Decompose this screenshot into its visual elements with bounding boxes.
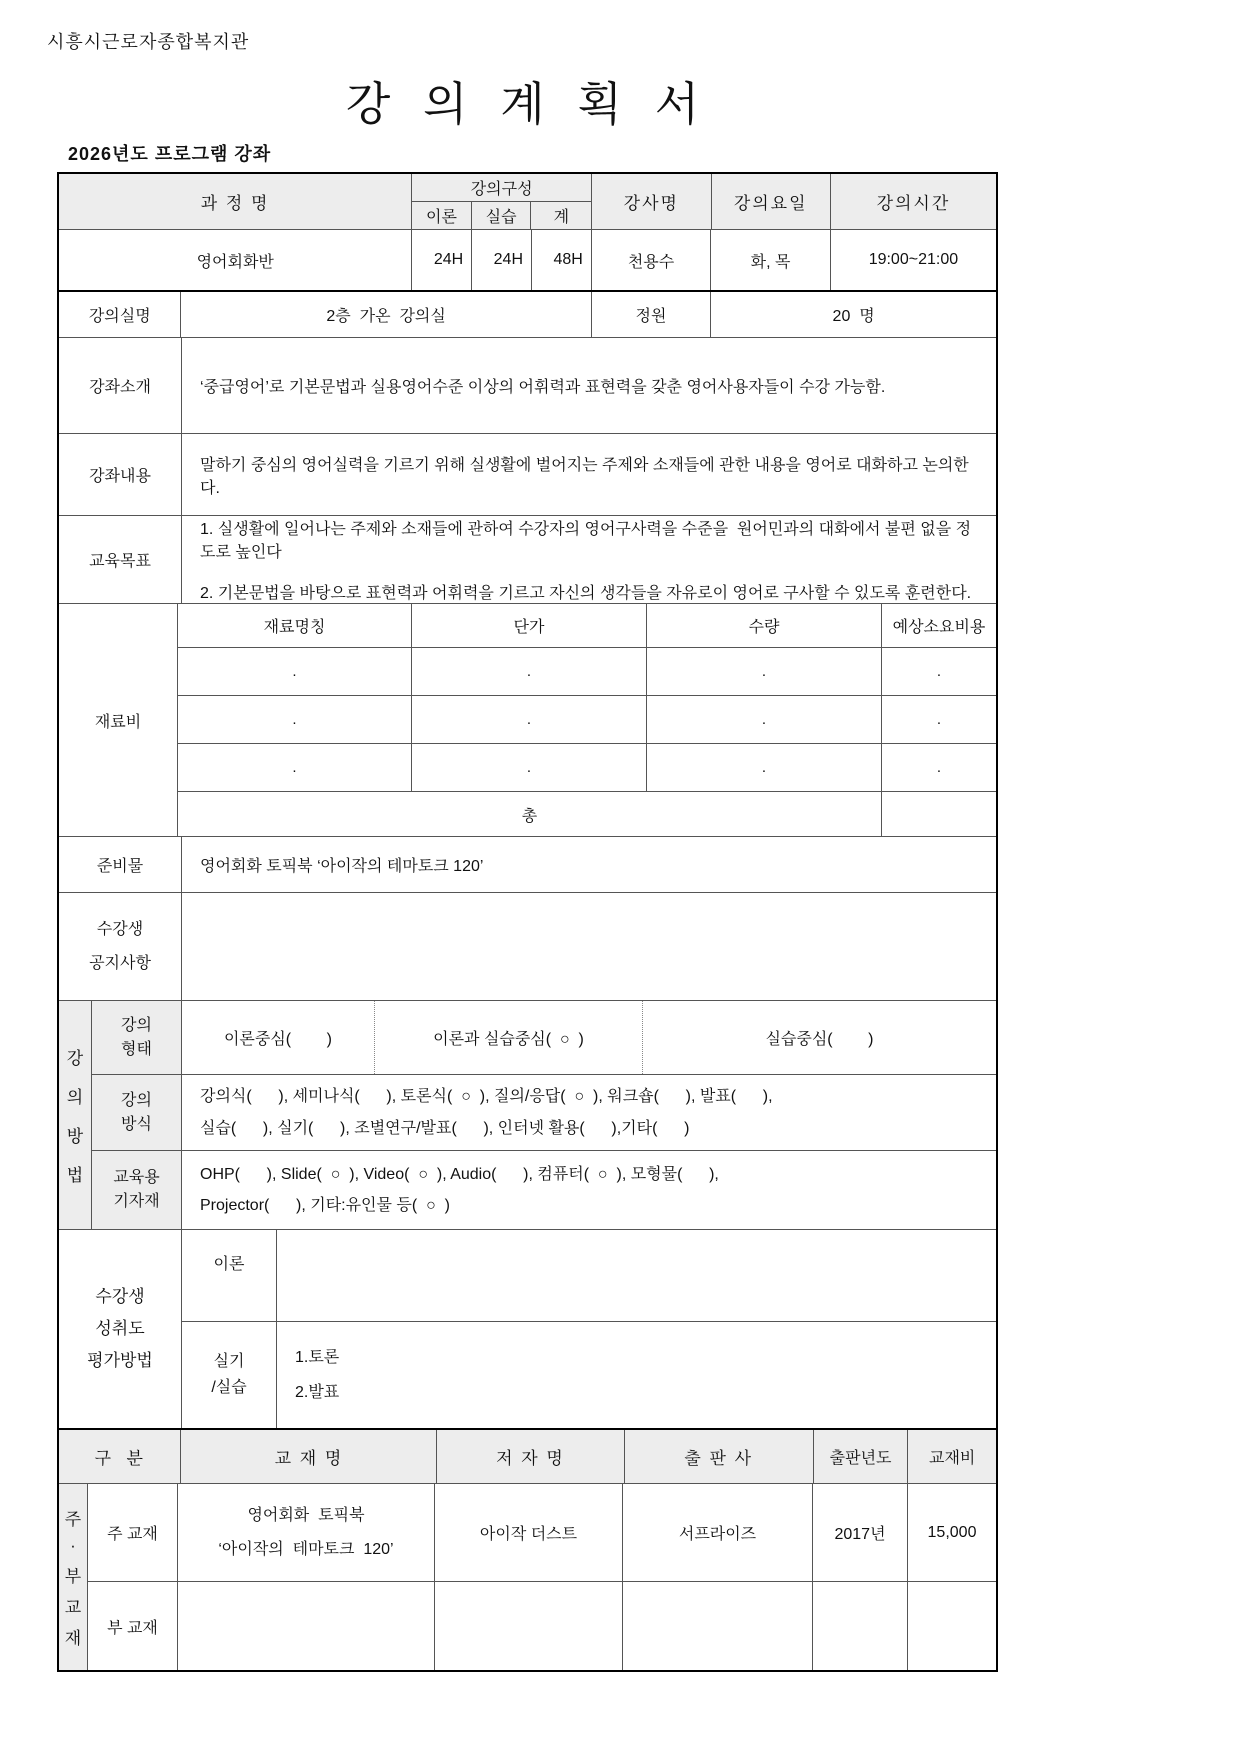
materials-cell: . [647, 744, 882, 791]
header-days: 강의요일 [712, 174, 831, 229]
intro-row [59, 338, 996, 434]
lecture-plan-table [57, 172, 998, 1672]
method-form-label-line2: 형태 [121, 1040, 152, 1058]
capacity-label: 정원 [592, 292, 712, 337]
evaluation-label-line1: 수강생 [95, 1286, 145, 1306]
textbook-header-price: 교재비 [908, 1430, 996, 1483]
supplies-text: 영어회화 토픽북 ‘아이작의 테마토크 120’ [200, 858, 484, 875]
textbook-header-name: 교 재 명 [181, 1430, 437, 1483]
content-label: 강좌내용 [59, 434, 182, 515]
evaluation-practice-label-line1: 실기 [213, 1353, 245, 1371]
method-side-char: 강 [66, 1049, 84, 1068]
materials-header-row [178, 604, 996, 648]
option-theory-centered: 이론중심( ) [223, 1031, 333, 1048]
textbook-main-name-line1: 영어회화 토픽북 [247, 1506, 365, 1524]
evaluation-practice-value [277, 1322, 996, 1428]
evaluation-label-line2: 성취도 [95, 1318, 145, 1338]
evaluation-theory-row [182, 1230, 996, 1322]
method-form-options [182, 1001, 996, 1074]
method-equipment-line2: Projector( ), 기타:유인물 등( ○ ) [200, 1197, 450, 1214]
materials-cell: . [412, 696, 647, 743]
textbook-side-char: 재 [64, 1629, 82, 1648]
evaluation-rows [182, 1230, 996, 1428]
header-practice: 실습 [472, 202, 532, 229]
textbook-sub-price [908, 1582, 996, 1670]
method-equipment-label-line1: 교육용 [113, 1169, 160, 1186]
course-theory-hours: 24H [412, 230, 472, 290]
textbook-header-type: 구 분 [59, 1430, 181, 1483]
doc-subtitle: 2026년도 프로그램 강좌 [68, 144, 272, 164]
materials-cell: . [936, 711, 942, 728]
course-practice-hours: 24H [472, 230, 532, 290]
materials-header-qty: 수량 [647, 604, 882, 647]
intro-label: 강좌소개 [59, 338, 182, 433]
method-equipment-row [92, 1151, 996, 1229]
doc-title: 강 의 계 획 서 [345, 78, 710, 130]
evaluation-section [59, 1230, 996, 1430]
room-row [59, 292, 996, 338]
textbook-header-year: 출판년도 [814, 1430, 909, 1483]
evaluation-label [59, 1230, 182, 1428]
evaluation-practice-label-line2: /실습 [211, 1379, 247, 1396]
method-side-char: 의 [66, 1088, 84, 1107]
textbook-side-char: 주 [64, 1510, 82, 1529]
room-label: 강의실명 [59, 292, 181, 337]
supplies-label: 준비물 [59, 837, 182, 892]
option-theory-and-practice: 이론과 실습중심( ○ ) [374, 1001, 642, 1074]
materials-table [178, 604, 996, 836]
materials-total-value [882, 792, 996, 836]
evaluation-practice-line2: 2.발표 [295, 1384, 340, 1401]
method-style-label-line2: 방식 [121, 1115, 152, 1133]
header-composition: 강의구성 [412, 174, 591, 202]
org-name: 시흥시근로자종합복지관 [47, 32, 250, 52]
materials-cell: . [412, 744, 647, 791]
header-composition-group [412, 174, 592, 229]
textbook-side-char: 부 [64, 1567, 82, 1586]
method-equipment-label-line2: 기자재 [113, 1193, 160, 1210]
notice-label-line2: 공지사항 [89, 954, 151, 972]
materials-cell: . [178, 696, 412, 743]
course-days: 화, 목 [711, 230, 830, 290]
intro-text: ‘중급영어’로 기본문법과 실용영어수준 이상의 어휘력과 표현력을 갖춘 영어사용자들이 수강 가능함. [200, 379, 886, 396]
textbook-sub-year [813, 1582, 908, 1670]
objectives-line-2: 2. 기본문법을 바탕으로 표현력과 어휘력을 기르고 자신의 생각들을 자유로이 영어로 구사할 수 있도록 훈련한다. [200, 585, 972, 602]
materials-total-label: 총 [178, 792, 882, 836]
materials-cell: . [647, 696, 882, 743]
evaluation-theory-label: 이론 [182, 1230, 277, 1321]
method-section [59, 1001, 996, 1230]
course-header-row [59, 174, 996, 230]
notice-text [182, 893, 996, 1000]
textbook-side-char: 교 [64, 1598, 82, 1617]
capacity-value: 20 명 [832, 308, 875, 325]
objectives-text [182, 516, 996, 603]
materials-cell: . [936, 759, 942, 776]
materials-cell: . [178, 648, 412, 695]
notice-label [59, 893, 182, 1000]
course-data-row [59, 230, 996, 292]
textbook-main-publisher: 서프라이즈 [623, 1484, 813, 1581]
objectives-label: 교육목표 [59, 516, 182, 603]
evaluation-practice-label [182, 1322, 277, 1428]
textbook-body [59, 1484, 996, 1670]
textbook-main-row [88, 1484, 996, 1582]
textbook-side-char: · [70, 1536, 76, 1555]
method-form-row [92, 1001, 996, 1075]
evaluation-practice-line1: 1.토론 [295, 1348, 340, 1366]
materials-header-unitprice: 단가 [412, 604, 647, 647]
method-equipment-text [182, 1151, 996, 1229]
textbook-sub-type: 부 교재 [88, 1582, 178, 1670]
textbook-rows [88, 1484, 996, 1670]
course-time: 19:00~21:00 [868, 251, 959, 268]
materials-row-1 [178, 648, 996, 696]
textbook-main-author: 아이작 더스트 [435, 1484, 623, 1581]
supplies-row [59, 837, 996, 893]
objectives-line-1: 1. 실생활에 일어나는 주제와 소재들에 관하여 수강자의 영어구사력을 수준을 원어민과의 대화에서 불편 없을 정도로 높인다 [200, 521, 972, 561]
materials-header-name: 재료명칭 [178, 604, 412, 647]
method-style-label-line1: 강의 [121, 1091, 152, 1109]
textbook-sub-publisher [623, 1582, 813, 1670]
option-practice-centered: 실습중심( ) [642, 1001, 996, 1074]
method-style-row [92, 1075, 996, 1151]
materials-row-2 [178, 696, 996, 744]
method-style-line2: 실습( ), 실기( ), 조별연구/발표( ), 인터넷 활용( ),기타( ) [200, 1119, 690, 1137]
room-value: 2층 가온 강의실 [181, 292, 591, 337]
textbook-sub-author [435, 1582, 623, 1670]
header-total: 계 [553, 209, 570, 226]
method-equipment-label [92, 1151, 182, 1229]
header-instructor: 강사명 [592, 174, 711, 229]
textbook-main-name-line2: ‘아이작의 테마토크 120’ [218, 1540, 394, 1558]
method-style-label [92, 1075, 182, 1150]
header-time: 강의시간 [831, 174, 996, 229]
header-theory: 이론 [412, 202, 472, 229]
materials-label: 재료비 [59, 604, 178, 836]
materials-header-cost: 예상소요비용 [892, 619, 986, 636]
textbook-sub-name [178, 1582, 435, 1670]
textbook-main-type: 주 교재 [88, 1484, 178, 1581]
method-rows [92, 1001, 996, 1229]
materials-total-row [178, 792, 996, 836]
evaluation-label-line3: 평가방법 [87, 1351, 153, 1371]
textbook-main-name [178, 1484, 435, 1581]
materials-row-3 [178, 744, 996, 792]
method-form-label-line1: 강의 [121, 1016, 152, 1034]
objectives-row [59, 516, 996, 604]
evaluation-practice-row [182, 1322, 996, 1428]
textbook-sub-row [88, 1582, 996, 1670]
notice-row [59, 893, 996, 1001]
materials-cell: . [412, 648, 647, 695]
method-style-text [182, 1075, 996, 1150]
textbook-header-row [59, 1430, 996, 1484]
textbook-header-author: 저 자 명 [437, 1430, 624, 1483]
materials-cell: . [647, 648, 882, 695]
materials-cell: . [936, 663, 942, 680]
content-row [59, 434, 996, 516]
materials-section [59, 604, 996, 837]
evaluation-theory-value [277, 1230, 996, 1321]
course-name: 영어회화반 [59, 230, 412, 290]
header-course-name: 과 정 명 [59, 174, 412, 229]
materials-cell: . [178, 744, 412, 791]
course-instructor: 천용수 [592, 230, 711, 290]
method-style-line1: 강의식( ), 세미나식( ), 토론식( ○ ), 질의/응답( ○ ), 워크숍( ), 발표( ), [200, 1088, 773, 1106]
notice-label-line1: 수강생 [96, 920, 144, 938]
method-equipment-line1: OHP( ), Slide( ○ ), Video( ○ ), Audio( ), 컴퓨터( ○ ), 모형물( ), [200, 1165, 719, 1183]
textbook-main-price: 15,000 [927, 1523, 977, 1541]
method-side-char: 법 [66, 1166, 84, 1185]
textbook-header-publisher: 출 판 사 [625, 1430, 814, 1483]
method-form-label [92, 1001, 182, 1074]
content-text: 말하기 중심의 영어실력을 기르기 위해 실생활에 벌어지는 주제와 소재들에 관한 내용을 영어로 대화하고 논의한다. [200, 456, 969, 497]
textbook-main-year: 2017년 [813, 1484, 908, 1581]
textbook-side-label [59, 1484, 88, 1670]
course-total-hours: 48H [532, 230, 592, 290]
method-side-label [59, 1001, 92, 1229]
method-side-char: 방 [66, 1127, 84, 1146]
